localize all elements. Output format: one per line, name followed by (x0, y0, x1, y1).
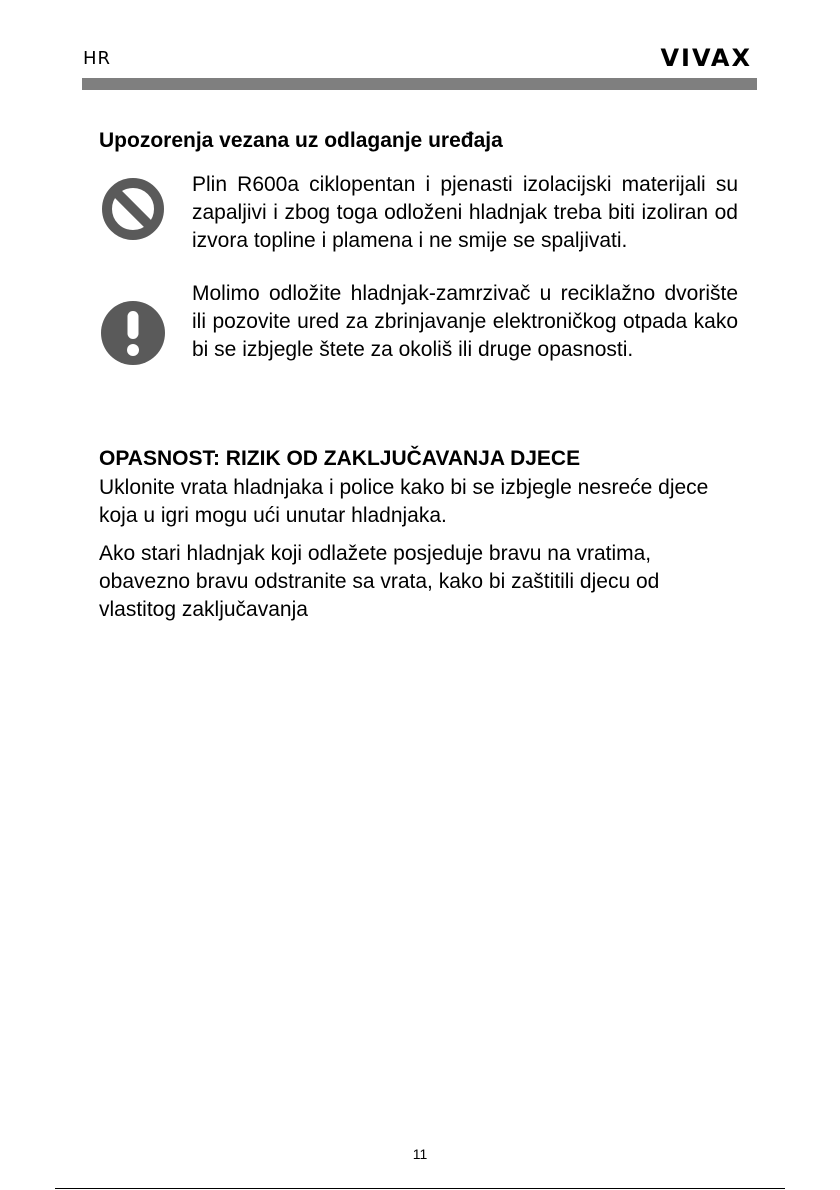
warning-text-recycling: Molimo odložite hladnjak-zamrzivač u reciklažno dvorište ili pozovite ured za zbrinjavanje elektroničkog otpada kako bi se izbjegle štete za okoliš ili druge opasnosti. (192, 282, 738, 361)
warning-text-flammable: Plin R600a ciklopentan i pjenasti izolacijski materijali su zapaljivi i zbog toga odloženi hladnjak treba biti izoliran od izvora topline i plamena i ne smije se spaljivati. (192, 173, 738, 252)
child-danger-heading: OPASNOST: RIZIK OD ZAKLJUČAVANJA DJECE (99, 447, 581, 470)
child-danger-paragraph-2: Ako stari hladnjak koji odlažete posjeduje bravu na vratima, obavezno bravu odstranite sa vrata, kako bi zaštitili djecu od vlastitog zaključavanja (99, 542, 660, 621)
header-divider (82, 78, 757, 90)
brand-logo: VIVAX (660, 44, 752, 72)
exclamation-icon (101, 301, 165, 365)
language-code: HR (83, 48, 112, 69)
page-number: 11 (412, 1146, 428, 1162)
child-danger-paragraph-1: Uklonite vrata hladnjaka i police kako bi se izbjegle nesreće djece koja u igri mogu ući unutar hladnjaka. (99, 476, 709, 527)
disposal-heading: Upozorenja vezana uz odlaganje uređaja (99, 129, 503, 152)
prohibition-icon (101, 177, 165, 241)
footer-divider (55, 1188, 785, 1189)
